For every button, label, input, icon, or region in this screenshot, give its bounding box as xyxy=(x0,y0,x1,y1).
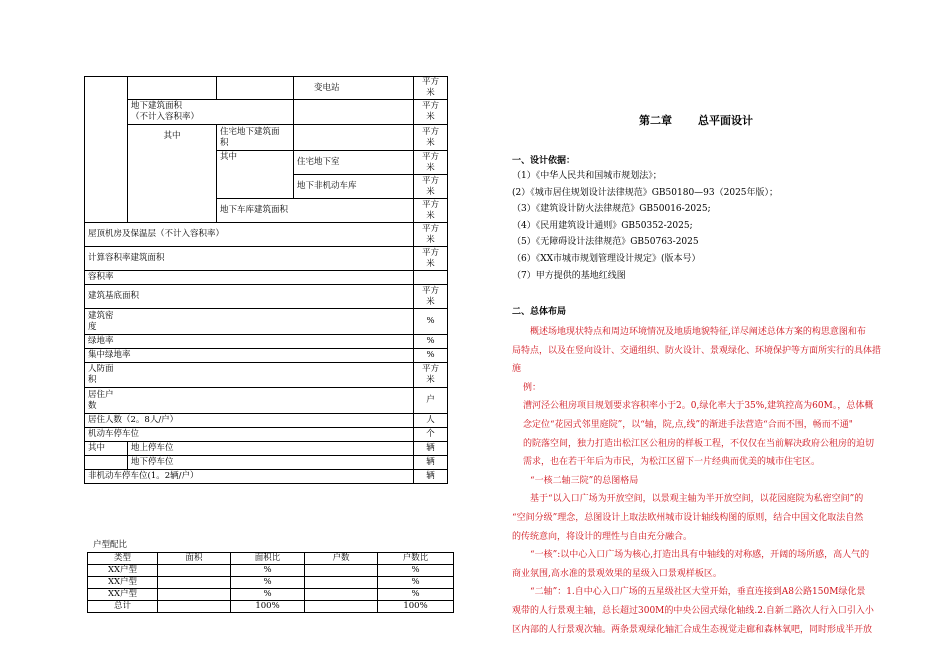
row-unit: % xyxy=(414,349,448,363)
row-label: 地下车库建筑面积 xyxy=(217,199,414,223)
chapter-heading xyxy=(639,112,753,128)
row-label: 建筑基底面积 xyxy=(85,285,414,309)
row-unit: 个 xyxy=(414,428,448,442)
group-label: 其中 xyxy=(217,151,294,199)
section-heading: 二、总体布局 xyxy=(512,307,567,317)
table-cell xyxy=(158,589,231,601)
text-line: “空间分级”理念，总图设计上取法欧州城市设计轴线构图的原则，结合中国文化取法自然 xyxy=(512,512,864,523)
text-line: 区内部的人行景观次轴。两条景观绿化轴汇合成生态视觉走廊和森林氧吧，同时形成半开放 xyxy=(512,624,873,635)
list-item: （5）《无障碍设计法律规范》GB50763-2025 xyxy=(512,237,699,248)
row-unit: % xyxy=(414,335,448,349)
list-item: （1）《中华人民共和国城市规划法》； xyxy=(512,171,662,181)
row-unit: 平方 米 xyxy=(414,175,448,199)
table-row xyxy=(85,77,448,100)
text-line: 概述场地现状特点和周边环境情况及地质地貌特征,详尽阐述总体方案的构思意图和布 xyxy=(530,327,866,337)
table-cell xyxy=(305,577,378,589)
table-cell: 100% xyxy=(231,601,305,613)
table-row xyxy=(85,470,448,484)
table-row xyxy=(85,100,448,125)
row-label: 容积率 xyxy=(85,271,414,285)
blank-cell xyxy=(85,456,128,470)
row-label: 住宅地下室 xyxy=(294,151,414,175)
table-row xyxy=(85,388,448,414)
table-row xyxy=(85,309,448,335)
list-item: （3）《建筑设计防火法律规范》GB50016-2025; xyxy=(512,204,711,215)
row-unit: 平方 米 xyxy=(414,223,448,247)
table-cell: % xyxy=(378,589,454,601)
table-cell xyxy=(158,565,231,577)
table-cell: % xyxy=(231,589,305,601)
table-cell: % xyxy=(378,577,454,589)
row-label: 居住人数（2。8人/户） xyxy=(85,414,414,428)
text-line: 例： xyxy=(523,382,542,393)
row-unit: 平方 米 xyxy=(414,125,448,151)
unit-mix-table xyxy=(87,552,454,613)
text-line: 观带的人行景观主轴，总长超过300M的中央公园式绿化轴线.2.自新二路次人行入口引入小 xyxy=(512,605,874,616)
row-unit: 户 xyxy=(414,388,448,414)
row-label: 绿地率 xyxy=(85,335,414,349)
list-item: （7）甲方提供的基地红线图 xyxy=(512,270,626,281)
row-unit: 辆 xyxy=(414,470,448,484)
table-row xyxy=(85,349,448,363)
table-row xyxy=(88,565,454,577)
row-label: 地下非机动车库 xyxy=(294,175,414,199)
row-label: 人防面 积 xyxy=(85,363,414,388)
table-cell xyxy=(305,589,378,601)
table-row xyxy=(85,335,448,349)
blank-cell xyxy=(128,77,217,100)
table-cell xyxy=(158,601,231,613)
row-unit: 人 xyxy=(414,414,448,428)
list-item: (2）《城市居住规划设计法律规范》GB50180—93（2025年版）； xyxy=(512,187,779,198)
text-line: 念定位“花园式邻里庭院”，以“轴，院,点,线”的渐进手法营造“合而不围，畅而不通" xyxy=(523,419,853,430)
blank-cell xyxy=(85,77,128,223)
area-indicator-section xyxy=(84,76,452,484)
row-label: 居住户 数 xyxy=(85,388,414,414)
table-row xyxy=(85,414,448,428)
table-row xyxy=(88,577,454,589)
text-line: “二轴”：1.自中心入口广场的五星级社区大堂开始，垂直连接到A8公路150M绿化景 xyxy=(530,587,866,598)
table-cell xyxy=(158,577,231,589)
row-unit: 辆 xyxy=(414,442,448,456)
blank-cell xyxy=(217,77,294,100)
text-line: “一核二轴三院”的总图格局 xyxy=(530,475,639,486)
table-row xyxy=(85,125,448,151)
row-label: 机动车停车位 xyxy=(85,428,414,442)
table-cell: % xyxy=(231,565,305,577)
table-cell xyxy=(305,565,378,577)
table-row xyxy=(85,442,448,456)
column-header: 面积比 xyxy=(231,553,305,565)
table-row xyxy=(85,363,448,388)
text-line: 商业氛围,高水准的景观效果的星级入口景观样板区。 xyxy=(512,568,722,579)
table-cell: % xyxy=(378,565,454,577)
layout-description xyxy=(512,323,897,639)
column-header: 户数 xyxy=(305,553,378,565)
row-label: 建筑密 度 xyxy=(85,309,414,335)
row-unit xyxy=(414,271,448,285)
text-line: 漕河泾公租房项目规划要求容积率小于2。0,绿化率大于35%,建筑控高为60M。，总体概 xyxy=(523,401,874,412)
row-unit: 辆 xyxy=(414,456,448,470)
table-cell: XX户型 xyxy=(88,565,158,577)
table-row xyxy=(85,271,448,285)
table-row xyxy=(88,589,454,601)
row-unit: 平方 米 xyxy=(414,77,448,100)
row-unit: 平方 米 xyxy=(414,363,448,388)
chapter-title: 总平面设计 xyxy=(698,114,753,127)
table-row xyxy=(85,456,448,470)
group-label: 其中 xyxy=(128,125,217,223)
table-row xyxy=(85,247,448,271)
economic-indicator-table xyxy=(84,76,448,484)
row-label: 住宅地下建筑面 积 xyxy=(217,125,294,151)
list-item: （4）《民用建筑设计通则》GB50352-2025; xyxy=(512,220,693,231)
text-line: 局特点，以及在竖向设计、交通组织、防火设计、景观绿化、环境保护等方面所实行的具体措 xyxy=(512,345,882,356)
table-cell: % xyxy=(231,577,305,589)
blank-cell xyxy=(294,100,414,125)
table-header-row xyxy=(88,553,454,565)
table-cell: 100% xyxy=(378,601,454,613)
column-header: 类型 xyxy=(88,553,158,565)
row-unit: 平方 米 xyxy=(414,151,448,175)
row-unit: 平方 米 xyxy=(414,247,448,271)
text-line: 的院落空间，独力打造出松江区公租房的样板工程，不仅仅在当前解决政府公租房的迫切 xyxy=(523,438,875,449)
table-row xyxy=(85,428,448,442)
section-heading: 一、设计依据： xyxy=(512,156,576,166)
table-cell: XX户型 xyxy=(88,577,158,589)
text-line: “一核”:以中心入口广场为核心,打造出具有中轴线的对称感，开阔的场所感，高人气的 xyxy=(530,550,870,561)
table-row xyxy=(85,285,448,309)
unit-mix-caption: 户型配比 xyxy=(93,540,128,550)
row-unit: % xyxy=(414,309,448,335)
table-row xyxy=(85,223,448,247)
row-label: 屋顶机房及保温层（不计入容积率） xyxy=(85,223,414,247)
group-label: 其中 xyxy=(85,442,128,456)
table-row xyxy=(88,601,454,613)
text-line: 的传统意向，将设计的理性与自由充分融合。 xyxy=(512,531,693,542)
row-label: 地下建筑面积 （不计入容积率） xyxy=(128,100,294,125)
row-label: 非机动车停车位(1。2辆/户） xyxy=(85,470,414,484)
row-unit: 平方 米 xyxy=(414,285,448,309)
row-label: 地上停车位 xyxy=(128,442,414,456)
row-label: 变电站 xyxy=(294,77,414,100)
table-cell: XX户型 xyxy=(88,589,158,601)
row-unit: 平方 米 xyxy=(414,199,448,223)
design-basis-list xyxy=(512,168,778,284)
table-cell xyxy=(305,601,378,613)
row-label: 地下停车位 xyxy=(128,456,414,470)
text-line: 基于“以入口广场为开放空间，以景观主轴为半开放空间，以花园庭院为私密空间”的 xyxy=(530,494,864,505)
column-header: 户数比 xyxy=(378,553,454,565)
blank-cell xyxy=(294,125,414,151)
text-line: 需求，也在若干年后为市民，为松江区留下一片经典而优美的城市住宅区。 xyxy=(523,457,821,468)
row-label: 集中绿地率 xyxy=(85,349,414,363)
unit-mix-section xyxy=(87,540,453,613)
chapter-number: 第二章 xyxy=(639,114,672,127)
column-header: 面积 xyxy=(158,553,231,565)
text-line: 施 xyxy=(512,364,522,375)
table-cell: 总计 xyxy=(88,601,158,613)
row-unit: 平方 米 xyxy=(414,100,448,125)
row-label: 计算容积率建筑面积 xyxy=(85,247,414,271)
list-item: （6）《XX市城市规划管理设计规定》(版本号） xyxy=(512,253,701,264)
